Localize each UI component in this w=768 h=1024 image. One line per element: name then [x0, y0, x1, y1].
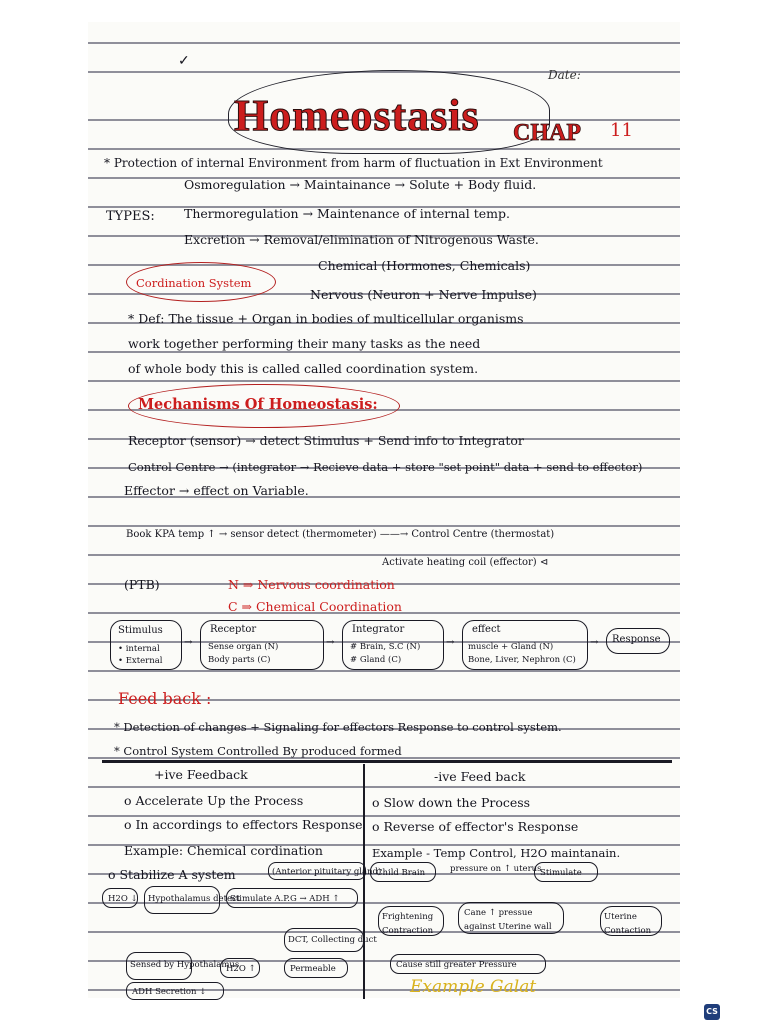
flow-stimulus-text: • internal	[118, 644, 160, 654]
pos-flow-water-up: H2O ↑	[226, 964, 256, 974]
positive-feedback-header: +ive Feedback	[154, 767, 248, 782]
types-item: Excretion → Removal/elimination of Nitrogenous Waste.	[184, 232, 539, 247]
coordination-definition: * Def: The tissue + Organ in bodies of multicellular organisms	[128, 311, 524, 326]
coordination-branch: Chemical (Hormones, Chemicals)	[318, 258, 531, 273]
flow-arrow-icon: →	[590, 637, 599, 648]
ptb-nervous: N ⇒ Nervous coordination	[228, 577, 395, 592]
neg-flow-cane: Cane ↑ pressue against Uterine wall	[464, 908, 552, 932]
mechanism-line: Receptor (sensor) → detect Stimulus + Send info to Integrator	[128, 433, 524, 448]
neg-flow-frightening: Frightening Contraction	[382, 912, 434, 936]
types-item: Thermoregulation → Maintenance of internal temp.	[184, 206, 510, 221]
date-label: Date:	[548, 68, 581, 82]
flow-stimulus-text: • External	[118, 656, 163, 666]
flow-response: Response	[612, 634, 661, 645]
neg-flow-pressure: pressure on ↑ uterus	[450, 864, 542, 874]
pos-flow-dct: DCT, Collecting duct	[288, 935, 377, 945]
flow-integrator-text: # Brain, S.C (N)	[350, 642, 421, 652]
feedback-line: * Detection of changes + Signaling for effectors Response to control system.	[114, 720, 562, 734]
flow-effect-text: muscle + Gland (N)	[468, 642, 554, 652]
coordination-branch: Nervous (Neuron + Nerve Impulse)	[310, 287, 537, 302]
flow-integrator-text: # Gland (C)	[350, 655, 402, 665]
negative-feedback-item: o Slow down the Process	[372, 795, 531, 810]
camscanner-badge: CS	[704, 1004, 720, 1020]
pos-flow-hypothalamus: Hypothalamus detect	[148, 894, 241, 904]
neg-flow-stimulate: Stimulate	[540, 868, 582, 878]
flow-arrow-icon: →	[184, 637, 193, 648]
pos-flow-adh: ADH Secretion ↓	[132, 987, 207, 997]
pos-flow-sensed: Sensed by Hypothalamus	[130, 960, 240, 970]
types-item: Osmoregulation → Maintainance → Solute + Body fluid.	[184, 177, 537, 192]
flow-receptor-title: Receptor	[210, 624, 257, 635]
flow-integrator-title: Integrator	[352, 624, 405, 635]
pos-flow-permeable: Permeable	[290, 964, 336, 974]
page-title: Homeostasis	[234, 91, 480, 140]
positive-feedback-item: o In accordings to effectors Response	[124, 817, 363, 832]
flow-arrow-icon: →	[326, 637, 335, 648]
flow-effect-text: Bone, Liver, Nephron (C)	[468, 655, 576, 665]
pos-flow-apg: (Anterior pituitary gland)	[272, 867, 382, 877]
positive-feedback-item: Example: Chemical cordination	[124, 843, 323, 858]
negative-feedback-header: -ive Feed back	[434, 769, 526, 784]
neg-flow-uterine: Uterine Contaction	[604, 912, 652, 936]
coordination-label: Cordination System	[136, 276, 252, 290]
ptb-label: (PTB)	[124, 577, 160, 592]
book-kpa-line: Book KPA temp ↑ → sensor detect (thermometer) ——→ Control Centre (thermostat)	[126, 529, 555, 540]
flow-receptor-text: Body parts (C)	[208, 655, 271, 665]
coordination-definition: work together performing their many tasks as the need	[128, 336, 481, 351]
flow-arrow-icon: →	[446, 637, 455, 648]
definition-line: * Protection of internal Environment from harm of fluctuation in Ext Environment	[104, 156, 603, 170]
pos-flow-stimulate: Stimulate A.P.G → ADH ↑	[230, 894, 340, 904]
check-mark: ✓	[178, 53, 190, 69]
mechanism-line: Control Centre → (integrator → Recieve data + store "set point" data + send to effector)	[128, 460, 643, 474]
notebook-page	[88, 22, 680, 998]
table-top-rule	[102, 760, 672, 763]
book-kpa-line: Activate heating coil (effector) ⊲	[382, 557, 549, 568]
types-label: TYPES:	[106, 209, 155, 224]
example-galat-note: Example Galat	[410, 977, 537, 997]
neg-flow-cause: Cause still greater Pressure	[396, 960, 517, 970]
feedback-heading: Feed back :	[118, 689, 212, 708]
pos-flow-water: H2O ↓	[108, 894, 138, 904]
column-divider	[363, 764, 365, 999]
neg-flow-child: Child Brain	[376, 868, 426, 878]
flow-effect-title: effect	[472, 624, 501, 635]
chapter-number: 11	[610, 120, 633, 141]
negative-feedback-item: o Reverse of effector's Response	[372, 819, 579, 834]
ptb-chemical: C ⇒ Chemical Coordination	[228, 599, 402, 614]
positive-feedback-item: o Stabilize A system	[108, 867, 236, 882]
mechanisms-heading: Mechanisms Of Homeostasis:	[138, 396, 378, 413]
flow-stimulus-title: Stimulus	[118, 625, 163, 636]
flow-receptor-text: Sense organ (N)	[208, 642, 279, 652]
positive-feedback-item: o Accelerate Up the Process	[124, 793, 304, 808]
chapter-label: CHAP	[513, 120, 581, 146]
coordination-definition: of whole body this is called called coordination system.	[128, 361, 479, 376]
mechanism-line: Effector → effect on Variable.	[124, 483, 309, 498]
negative-feedback-item: Example - Temp Control, H2O maintanain.	[372, 846, 621, 860]
feedback-line: * Control System Controlled By produced formed	[114, 744, 402, 758]
